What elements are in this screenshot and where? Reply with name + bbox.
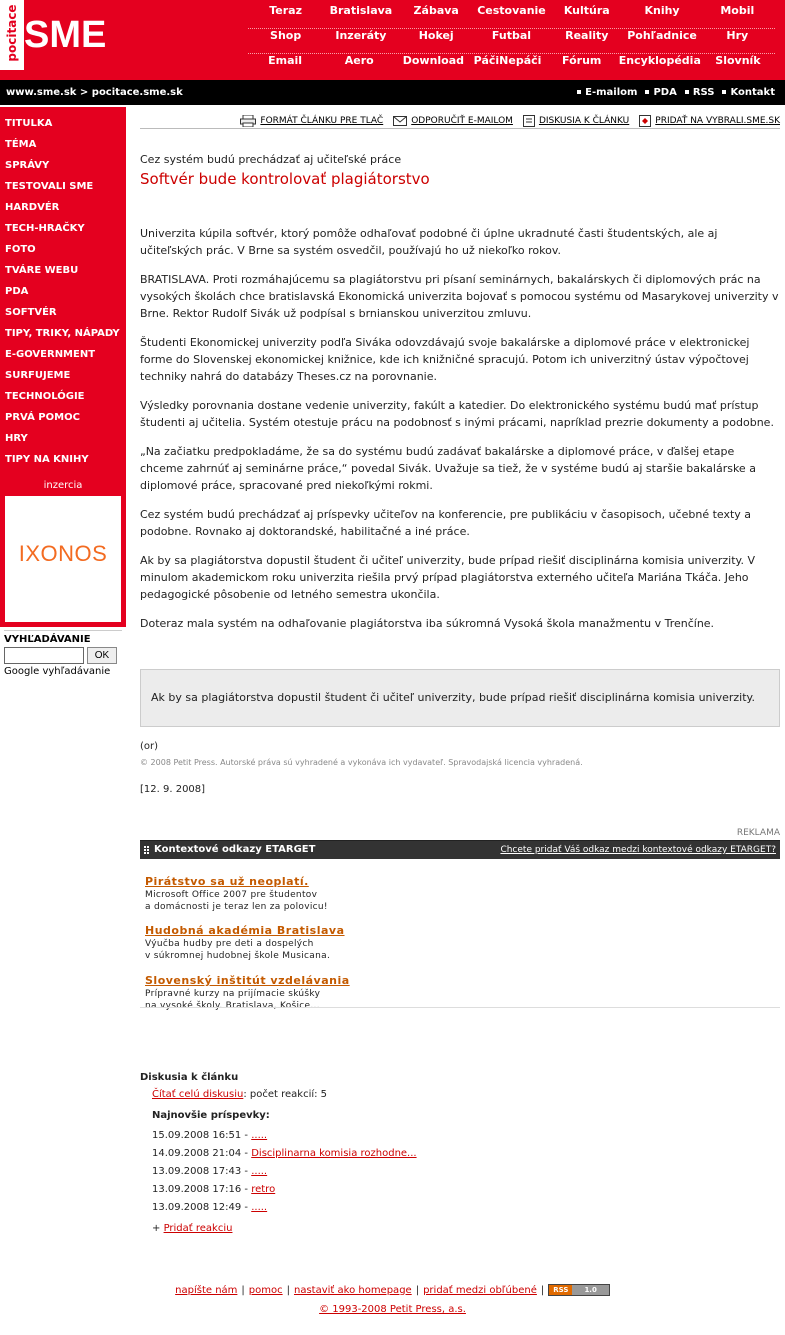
breadcrumb-separator: > bbox=[76, 87, 92, 98]
sidebar-menu-item[interactable]: TIPY, TRIKY, NÁPADY bbox=[5, 328, 120, 339]
tool-link-pda[interactable] bbox=[645, 87, 676, 98]
article-paragraph: Výsledky porovnania dostane vedenie univerzity, fakúlt a katedier. Do elektronického systému budú mať prístup študenti aj učitelia. Systém otestuje prácu na podobnosť s inými prácami, napríklad prezrie dokumenty a podobne. bbox=[140, 399, 774, 429]
print-format-label: FORMÁT ČLÁNKU PRE TLAČ bbox=[260, 115, 384, 126]
post-time: 14.09.2008 21:04 - bbox=[152, 1148, 252, 1159]
post-time: 15.09.2008 16:51 - bbox=[152, 1130, 252, 1141]
nav-link[interactable]: Inzeráty bbox=[335, 29, 387, 42]
article-date: [12. 9. 2008] bbox=[140, 784, 206, 795]
logo-side-text: pocitace bbox=[5, 4, 19, 62]
tool-link-label: PDA bbox=[653, 87, 677, 98]
sidebar-menu-item[interactable]: FOTO bbox=[5, 244, 36, 255]
discussion-label: DISKUSIA K ČLÁNKU bbox=[538, 115, 630, 126]
nav-link[interactable]: Hry bbox=[726, 29, 749, 42]
sidebar-menu-item[interactable]: SOFTVÉR bbox=[5, 307, 57, 318]
tool-link-kontakt[interactable] bbox=[722, 87, 775, 98]
help-link[interactable]: pomoc bbox=[248, 1284, 283, 1296]
sidebar-menu-item[interactable]: TVÁRE WEBU bbox=[5, 265, 79, 276]
sidebar-menu-item[interactable]: TESTOVALI SME bbox=[5, 181, 94, 192]
bullet-icon bbox=[722, 90, 726, 94]
tool-link-rss[interactable] bbox=[685, 87, 715, 98]
etarget-ad-title[interactable]: Hudobná akadémia Bratislava bbox=[145, 924, 345, 937]
search-box bbox=[4, 630, 122, 677]
list-item bbox=[140, 1145, 780, 1163]
article-paragraph: Cez systém budú prechádzať aj príspevky učiteľov na konferencie, pre publikáciu v časopisoch, učebné texty a podobne. Rovnako aj doktorandské, habilitačné a iné práce. bbox=[140, 508, 752, 538]
sidebar-menu-item[interactable]: TECH-HRAČKY bbox=[5, 223, 85, 234]
latest-posts-title: Najnovšie príspevky: bbox=[152, 1110, 270, 1121]
nav-link[interactable]: Encyklopédia bbox=[618, 54, 701, 67]
ad-label: inzercia bbox=[43, 480, 83, 491]
list-item bbox=[140, 1181, 780, 1199]
bullet-icon bbox=[577, 90, 581, 94]
discussion-section bbox=[140, 1072, 780, 1234]
discussion-read bbox=[140, 1089, 780, 1100]
article-paragraph: Doteraz mala systém na odhaľovanie plagiátorstva iba súkromná Vysoká škola manažmentu v Trenčíne. bbox=[140, 617, 715, 630]
contact-us-link[interactable]: napíšte nám bbox=[175, 1284, 238, 1296]
add-prefix: + bbox=[152, 1223, 164, 1234]
sidebar-menu-item[interactable]: HARDVÉR bbox=[5, 202, 60, 213]
etarget-add-link[interactable]: Chcete pridať Váš odkaz medzi kontextové odkazy ETARGET? bbox=[500, 845, 776, 855]
article-paragraph: Ak by sa plagiátorstva dopustil študent či učiteľ univerzity, bude prípad riešiť disciplinárna komisia univerzity. V minulom akademickom roku univerzita riešila prvý prípad plagiátorstva externého učiteľa Mariána Tkáča. Jeho pedagogické pôsobenie od letného semestra ukončila. bbox=[140, 554, 755, 601]
sidebar-menu-item[interactable]: TITULKA bbox=[5, 118, 53, 129]
top-navigation bbox=[248, 4, 775, 79]
sidebar-menu-item[interactable]: PDA bbox=[5, 286, 29, 297]
etarget-ad-title[interactable]: Slovenský inštitút vzdelávania bbox=[145, 974, 350, 987]
list-item bbox=[140, 1127, 780, 1145]
search-title: VYHĽADÁVANIE bbox=[4, 630, 122, 645]
tool-link-email[interactable] bbox=[577, 87, 637, 98]
article-copyright: © 2008 Petit Press. Autorské práva sú vyhradené a vykonáva ich vydavateľ. Spravodajská licencia vyhradená. bbox=[140, 758, 583, 767]
search-input[interactable] bbox=[4, 647, 84, 664]
etarget-ad-line: Výučba hudby pre deti a dospelých bbox=[145, 939, 314, 949]
breadcrumb-sme[interactable]: www.sme.sk bbox=[6, 87, 77, 98]
etarget-ad-line: a domácnosti je teraz len za polovicu! bbox=[145, 902, 328, 912]
article-toolbar bbox=[140, 107, 780, 129]
pull-quote: Ak by sa plagiátorstva dopustil študent či učiteľ univerzity, bude prípad riešiť disciplinárna komisia univerzity. bbox=[140, 669, 780, 727]
set-homepage-link[interactable]: nastaviť ako homepage bbox=[293, 1284, 412, 1296]
tool-link-label: RSS bbox=[692, 87, 715, 98]
add-reaction-link[interactable]: Pridať reakciu bbox=[163, 1223, 233, 1234]
breadcrumb bbox=[6, 87, 183, 98]
tool-link-label: Kontakt bbox=[730, 87, 775, 98]
list-item bbox=[140, 1199, 780, 1217]
sme-logo[interactable]: SME bbox=[24, 14, 107, 56]
nav-link[interactable]: Aero bbox=[344, 54, 374, 67]
article-paragraph: Univerzita kúpila softvér, ktorý pomôže odhaľovať podobné či úplne ukradnuté časti študentských, ale aj učiteľských prác. V Brne sa systém osvedčil, používajú ho už niekoľko rokov. bbox=[140, 227, 718, 257]
nav-link[interactable]: Fórum bbox=[562, 54, 602, 67]
left-sidebar bbox=[0, 107, 126, 627]
sidebar-menu-item[interactable]: PRVÁ POMOC bbox=[5, 412, 80, 423]
footer-divider: | bbox=[540, 1284, 545, 1296]
bullet-icon bbox=[645, 90, 649, 94]
footer-divider: | bbox=[415, 1284, 420, 1296]
ad-brand-logo: IXONOS bbox=[18, 541, 108, 566]
footer-links bbox=[0, 1284, 785, 1296]
envelope-icon bbox=[393, 116, 407, 126]
sidebar-menu-item[interactable]: E-GOVERNMENT bbox=[5, 349, 96, 360]
search-ok-button[interactable]: OK bbox=[87, 647, 117, 664]
etarget-ad-line: Prípravné kurzy na prijímacie skúšky bbox=[145, 989, 321, 999]
nav-link[interactable]: Mobil bbox=[720, 4, 755, 17]
nav-row bbox=[248, 54, 775, 79]
etarget-ad-line: na vysoké školy. Bratislava, Košice... bbox=[145, 1001, 320, 1011]
post-link[interactable]: ..... bbox=[251, 1166, 268, 1177]
discussion-link[interactable] bbox=[523, 107, 629, 128]
post-link[interactable]: Disciplinarna komisia rozhodne... bbox=[251, 1148, 417, 1159]
etarget-title bbox=[144, 844, 315, 855]
nav-row bbox=[248, 4, 775, 29]
search-engine-label: Google vyhľadávanie bbox=[4, 666, 111, 677]
tool-link-label: E-mailom bbox=[585, 87, 638, 98]
nav-link[interactable]: Kultúra bbox=[563, 4, 610, 17]
etarget-title-text: Kontextové odkazy ETARGET bbox=[154, 844, 316, 855]
nav-link[interactable]: Download bbox=[402, 54, 465, 67]
sidebar-menu-item[interactable]: TECHNOLÓGIE bbox=[5, 391, 85, 402]
nav-link[interactable]: Shop bbox=[270, 29, 302, 42]
article-kicker: Cez systém budú prechádzať aj učiteľské práce bbox=[140, 153, 402, 166]
ad-banner[interactable] bbox=[5, 496, 121, 622]
advert-label: REKLAMA bbox=[736, 828, 780, 838]
article-title: Softvér bude kontrolovať plagiátorstvo bbox=[140, 170, 430, 188]
post-time: 13.09.2008 17:16 - bbox=[152, 1184, 252, 1195]
grip-dots-icon bbox=[144, 846, 149, 854]
sidebar-menu-item[interactable]: SPRÁVY bbox=[5, 160, 50, 171]
breadcrumb-pocitace[interactable]: pocitace.sme.sk bbox=[91, 87, 183, 98]
bookmark-icon bbox=[639, 115, 651, 127]
site-header bbox=[0, 0, 785, 80]
nav-link[interactable]: Pohľadnice bbox=[627, 29, 697, 42]
article-author: (or) bbox=[140, 741, 159, 752]
logo-side-strip bbox=[0, 0, 24, 70]
nav-link[interactable]: Knihy bbox=[644, 4, 680, 17]
rss-badge-version: 1.0 bbox=[572, 1285, 608, 1295]
read-discussion-link[interactable]: Čítať celú diskusiu bbox=[152, 1089, 244, 1100]
etarget-ad-title[interactable]: Pirátstvo sa už neoplatí. bbox=[145, 875, 309, 888]
post-link[interactable]: retro bbox=[251, 1184, 276, 1195]
reaction-count: : počet reakcií: 5 bbox=[243, 1089, 328, 1100]
nav-link[interactable]: Futbal bbox=[491, 29, 532, 42]
tool-links bbox=[573, 87, 775, 98]
breadcrumb-bar bbox=[0, 80, 785, 105]
nav-link[interactable]: Zábava bbox=[413, 4, 459, 17]
add-vybrali-link[interactable] bbox=[639, 107, 780, 128]
nav-link[interactable]: Teraz bbox=[269, 4, 303, 17]
rss-badge[interactable] bbox=[548, 1284, 610, 1296]
nav-link[interactable]: Slovník bbox=[715, 54, 761, 67]
nav-link[interactable]: PáčiNepáči bbox=[473, 54, 542, 67]
footer-divider: | bbox=[241, 1284, 245, 1296]
footer-copyright[interactable]: © 1993-2008 Petit Press, a.s. bbox=[319, 1304, 466, 1315]
etarget-ad-line: v súkromnej hudobnej škole Musicana. bbox=[145, 951, 331, 961]
etarget-ad bbox=[145, 875, 328, 913]
etarget-ad bbox=[145, 924, 345, 962]
nav-link[interactable]: Reality bbox=[565, 29, 609, 42]
post-link[interactable]: ..... bbox=[251, 1130, 268, 1141]
discussion-icon bbox=[523, 115, 535, 127]
divider bbox=[140, 1007, 780, 1008]
sidebar-menu-item[interactable]: TIPY NA KNIHY bbox=[5, 454, 89, 465]
add-favorites-link[interactable]: pridať medzi obľúbené bbox=[423, 1284, 537, 1296]
add-vybrali-label: PRIDAŤ NA VYBRALI.SME.SK bbox=[655, 115, 780, 126]
print-format-link[interactable] bbox=[240, 107, 383, 128]
recommend-email-label: ODPORUČIŤ E-MAILOM bbox=[411, 115, 513, 126]
nav-link[interactable]: Email bbox=[268, 54, 303, 67]
sidebar-menu-item[interactable]: SURFUJEME bbox=[5, 370, 71, 381]
discussion-title: Diskusia k článku bbox=[140, 1072, 239, 1083]
nav-row bbox=[248, 29, 775, 54]
etarget-ad-line: Microsoft Office 2007 pre študentov bbox=[145, 890, 318, 900]
nav-link[interactable]: Bratislava bbox=[329, 4, 393, 17]
add-reaction bbox=[140, 1223, 780, 1234]
printer-icon bbox=[240, 115, 256, 127]
article-paragraph: Študenti Ekonomickej univerzity podľa Siváka odovzdávajú svoje bakalárske a diplomové práce v elektronickej forme do Slovenskej ekonomickej knižnice, kde ich knižničné spracujú. Potom ich univerzitný ústav výpočtovej techniky nahrá do databázy Theses.cz na porovnanie. bbox=[140, 336, 750, 383]
article-body bbox=[140, 225, 780, 644]
nav-link[interactable]: Cestovanie bbox=[477, 4, 546, 17]
recommend-email-link[interactable] bbox=[393, 107, 513, 128]
list-item bbox=[140, 1163, 780, 1181]
etarget-header bbox=[140, 840, 780, 859]
sidebar-menu-item[interactable]: HRY bbox=[5, 433, 28, 444]
post-time: 13.09.2008 17:43 - bbox=[152, 1166, 252, 1177]
footer-divider: | bbox=[286, 1284, 290, 1296]
article-paragraph: BRATISLAVA. Proti rozmáhajúcemu sa plagiátorstvu pri písaní seminárnych, bakalárskych či diplomových prác na vysokých školách chce bratislavská Ekonomická univerzita bojovať s pomocou systému od Masarykovej univerzity v Brne. Rektor Rudolf Sivák už podpísal s brnianskou univerzitou zmluvu. bbox=[140, 273, 779, 320]
bullet-icon bbox=[685, 90, 689, 94]
article-paragraph: „Na začiatku predpokladáme, že sa do systému budú zadávať bakalárske a diplomové práce, v ďalšej etape chceme zahrnúť aj seminárne práce,“ povedal Sivák. Uvažuje sa tiež, že v systéme budú aj staršie bakalárske a diplomové práce, spracované pred niekoľkými rokmi. bbox=[140, 445, 756, 492]
sidebar-menu-item[interactable]: TÉMA bbox=[5, 139, 37, 150]
section-menu bbox=[0, 118, 126, 475]
nav-link[interactable]: Hokej bbox=[418, 29, 454, 42]
site-footer bbox=[0, 1284, 785, 1315]
post-time: 13.09.2008 12:49 - bbox=[152, 1202, 252, 1213]
rss-badge-label: RSS bbox=[549, 1285, 572, 1295]
search-row bbox=[4, 647, 122, 664]
post-link[interactable]: ..... bbox=[251, 1202, 268, 1213]
